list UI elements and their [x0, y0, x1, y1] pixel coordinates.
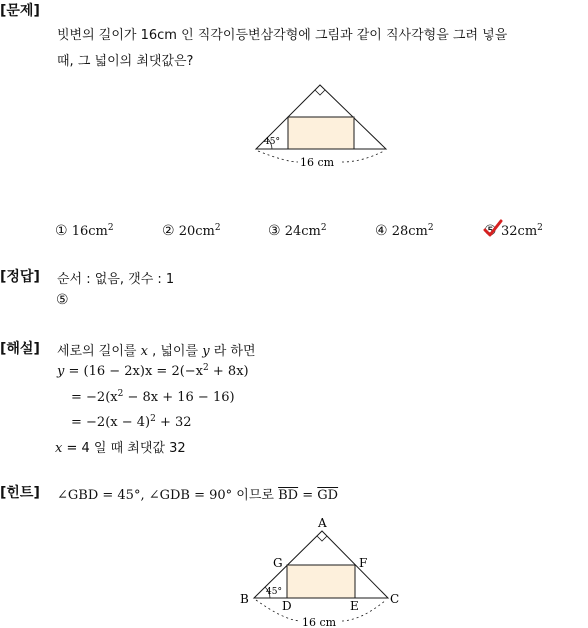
length-label: 16 cm: [300, 156, 335, 169]
length-arc-left: [258, 151, 298, 162]
choice-text: 28cm: [391, 224, 428, 239]
choice-exp: 2: [320, 223, 327, 233]
solution-line1: $y = (16 - 2x)x = 2(-x^2 + 8x)$: [57, 363, 249, 379]
solution-line2: = $-2(x^2 - 8x + 16 - 16)$: [71, 389, 235, 405]
angle-label: 45°: [264, 137, 280, 147]
length-label: 16 cm: [302, 616, 337, 628]
choice-exp: 2: [214, 223, 221, 233]
choice-text: 20cm: [178, 224, 215, 239]
check-icon: [482, 219, 504, 239]
choice-mark: ⑤: [484, 223, 501, 239]
solution-intro: 세로의 길이를 x , 넓이를 y 라 하면: [57, 344, 256, 359]
right-angle-mark: [315, 90, 325, 95]
choice-1[interactable]: [55, 223, 114, 239]
right-angle-mark: [317, 536, 327, 541]
problem-text-line2: 때, 그 넓이의 최댓값은?: [57, 54, 194, 69]
solution-tag: [해설]: [0, 341, 40, 357]
problem-text-line1: 빗변의 길이가 16cm 인 직각이등변삼각형에 그림과 같이 직사각형을 그려 넣을: [57, 28, 508, 43]
vertex-label-f: F: [359, 556, 368, 570]
length-arc-right: [342, 600, 386, 621]
answer-tag: [정답]: [0, 269, 40, 285]
choice-text: 32cm: [501, 224, 538, 239]
answer-line2: ⑤: [56, 292, 69, 308]
hint-figure: [236, 514, 406, 628]
choice-text: 16cm: [71, 224, 108, 239]
inscribed-rectangle: [288, 117, 354, 149]
inscribed-rectangle: [287, 565, 355, 598]
choice-3[interactable]: [268, 223, 327, 239]
solution-line3: = $-2(x - 4)^2 + 32$: [71, 414, 192, 430]
length-arc-left: [256, 600, 300, 621]
choice-mark: ③: [268, 223, 281, 239]
choice-2[interactable]: [162, 223, 221, 239]
choice-exp: 2: [427, 223, 434, 233]
choice-mark: ①: [55, 223, 68, 239]
choice-mark: ④: [375, 223, 388, 239]
length-arc-right: [342, 151, 384, 162]
choice-text: 24cm: [284, 224, 321, 239]
vertex-label-g: G: [273, 556, 283, 570]
vertex-label-e: E: [350, 599, 359, 613]
answer-line1: 순서 : 없음, 갯수 : 1: [57, 272, 175, 287]
hint-text: ∠GBD = 45°, ∠GDB = 90° 이므로 $\overline{BD} = \overline{GD}$: [57, 488, 339, 503]
problem-tag: [문제]: [0, 3, 40, 19]
choice-5[interactable]: [484, 223, 543, 239]
vertex-label-d: D: [282, 599, 292, 613]
angle-label: 45°: [266, 587, 282, 597]
solution-line4: x = 4 일 때 최댓값 32: [55, 441, 186, 456]
vertex-label-b: B: [240, 592, 249, 606]
vertex-label-c: C: [390, 592, 400, 606]
choice-exp: 2: [107, 223, 114, 233]
choice-mark: ②: [162, 223, 175, 239]
problem-figure: [250, 80, 395, 175]
choice-exp: 2: [537, 223, 543, 233]
vertex-label-a: A: [318, 516, 327, 530]
hint-tag: [힌트]: [0, 485, 40, 501]
choice-4[interactable]: [375, 223, 434, 239]
